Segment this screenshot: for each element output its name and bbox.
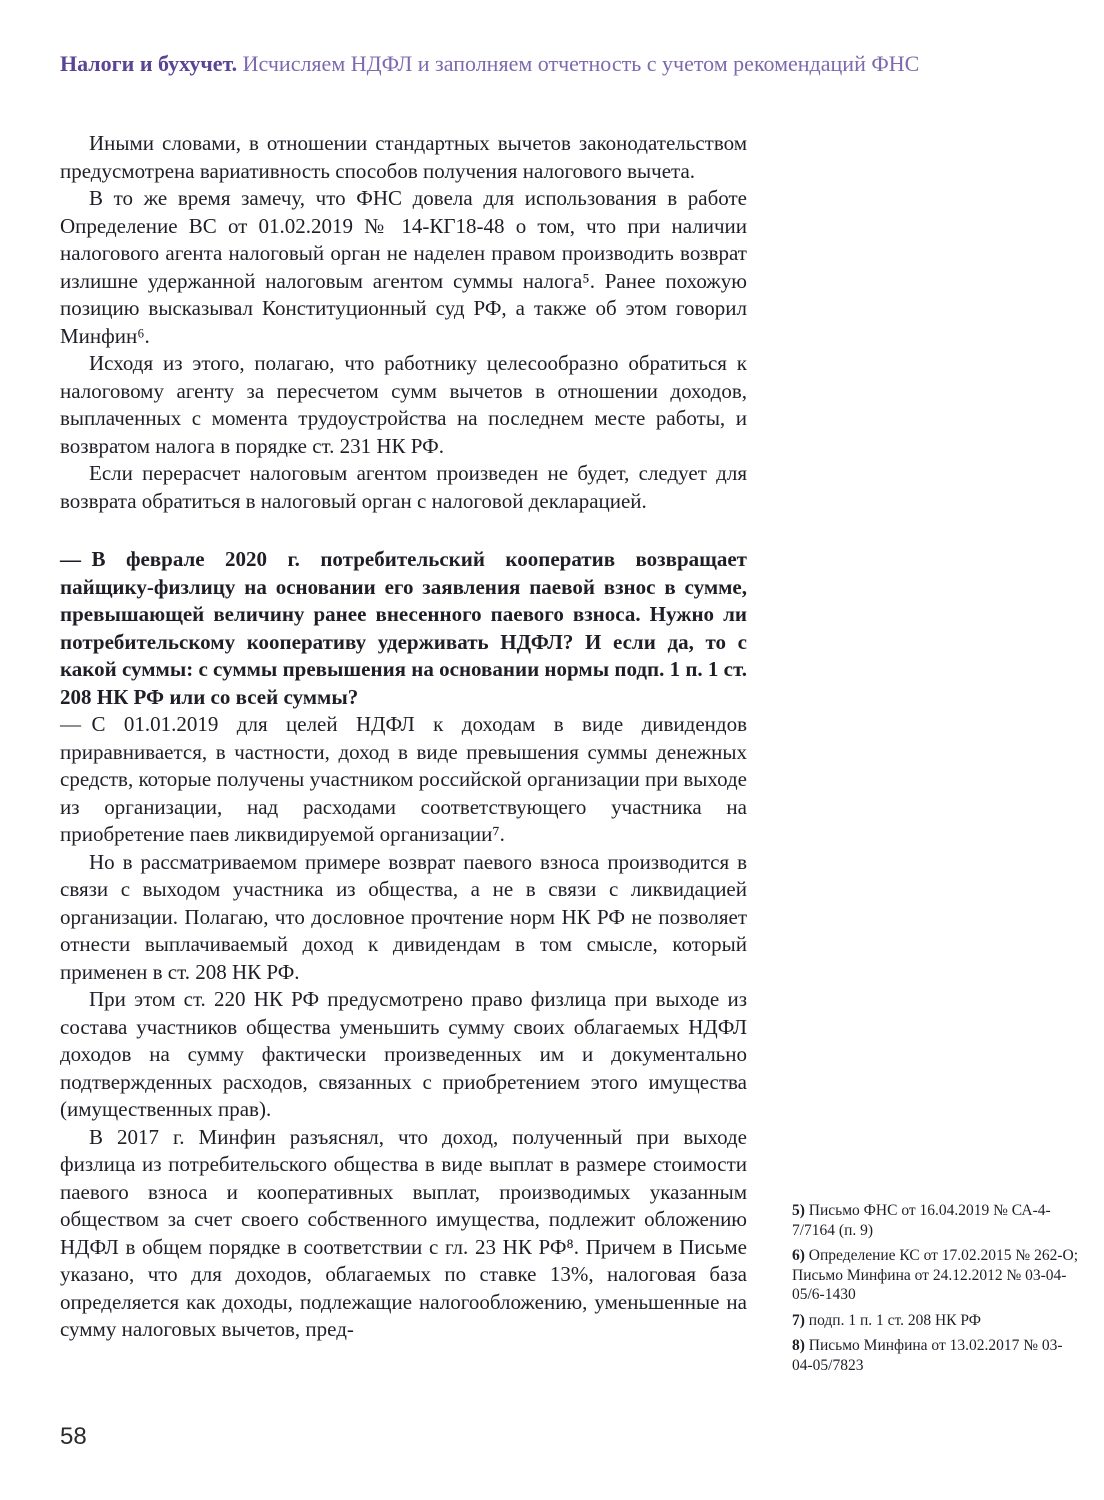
answer-paragraph: В 2017 г. Минфин разъяснял, что доход, полученный при выходе физлица из потребительского общества в виде выплат в размере стоимости паевого взноса и кооперативных выплат, производимых указанным обществом за счет своего собственного имущества, подлежит обложению НДФЛ в общем порядке в соответствии с гл. 23 НК РФ⁸. Причем в Письме указано, что для доходов, облагаемых по ставке 13%, налоговая база определяется как доходы, подлежащие налогообложению, уменьшенные на сумму налоговых вычетов, пред- — [60, 1124, 747, 1341]
footnote-number: 8) — [792, 1337, 805, 1354]
footnotes-sidebar — [792, 1201, 1082, 1381]
header-topic: Исчисляем НДФЛ и заполняем отчетность с учетом рекомендаций ФНС — [242, 51, 920, 76]
question-paragraph: — В феврале 2020 г. потребительский кооператив возвращает пайщику-физлицу на основании его заявления паевой взнос в сумме, превышающей величину ранее внесенного паевого взноса. Нужно ли потребительскому кооперативу удерживать НДФЛ? И если да, то с какой суммы: с суммы превышения на основании нормы подп. 1 п. 1 ст. 208 НК РФ или со всей суммы? — [60, 547, 747, 709]
body-paragraph: Иными словами, в отношении стандартных вычетов законодательством предусмотрена вариативность способов получения налогового вычета. — [60, 131, 747, 183]
footnote — [792, 1336, 1082, 1375]
answer-paragraph: — С 01.01.2019 для целей НДФЛ к доходам в виде дивидендов приравнивается, в частности, доход в виде превышения суммы денежных средств, которые получены участником российской организации при выходе из организации, над расходами соответствующего участника на приобретение паев ликвидируемой организации⁷. — [60, 712, 747, 846]
page-number: 58 — [60, 1423, 87, 1450]
footnote-text: Письмо ФНС от 16.04.2019 № СА-4-7/7164 (п. 9) — [792, 1202, 1051, 1239]
answer-paragraph: Но в рассматриваемом примере возврат паевого взноса производится в связи с выходом участника из общества, а не в связи с ликвидацией организации. Полагаю, что дословное прочтение норм НК РФ не позволяет отнести выплачиваемый доход к дивидендам в том смысле, который применен в ст. 208 НК РФ. — [60, 849, 747, 984]
footnote-text: подп. 1 п. 1 ст. 208 НК РФ — [808, 1311, 981, 1329]
body-paragraph: Если перерасчет налоговым агентом произведен не будет, следует для возврата обратиться в налоговый орган с налоговой декларацией. — [60, 461, 747, 513]
answer-paragraph: При этом ст. 220 НК РФ предусмотрено право физлица при выходе из состава участников общества уменьшить сумму своих облагаемых НДФЛ доходов на сумму фактически произведенных им и документально подтвержденных расходов, связанных с приобретением этого имущества (имущественных прав). — [60, 987, 747, 1121]
footnote-text: Определение КС от 17.02.2015 № 262-О; Письмо Минфина от 24.12.2012 № 03-04-05/6-1430 — [792, 1247, 1078, 1303]
footnote — [792, 1246, 1082, 1305]
footnote-number: 6) — [792, 1247, 805, 1264]
page-header — [60, 50, 1040, 78]
header-brand: Налоги и бухучет. — [60, 51, 238, 76]
footnote — [792, 1201, 1082, 1240]
body-paragraph: Исходя из этого, полагаю, что работнику целесообразно обратиться к налоговому агенту за пересчетом сумм вычетов в отношении доходов, выплаченных с момента трудоустройства на последнем месте работы, и возвратом налога в порядке ст. 231 НК РФ. — [60, 351, 747, 458]
footnote-text: Письмо Минфина от 13.02.2017 № 03-04-05/7823 — [792, 1337, 1063, 1374]
footnote-number: 7) — [792, 1311, 805, 1329]
article-body — [60, 130, 747, 1344]
body-paragraph: В то же время замечу, что ФНС довела для использования в работе Определение ВС от 01.02.2019 № 14-КГ18-48 о том, что при наличии налогового агента налоговый орган не наделен правом производить возврат излишне удержанной налоговым агентом суммы налога⁵. Ранее похожую позицию высказывал Конституционный суд РФ, а также об этом говорил Минфин⁶. — [60, 186, 747, 348]
footnote-number: 5) — [792, 1202, 805, 1219]
footnote — [792, 1311, 1082, 1331]
